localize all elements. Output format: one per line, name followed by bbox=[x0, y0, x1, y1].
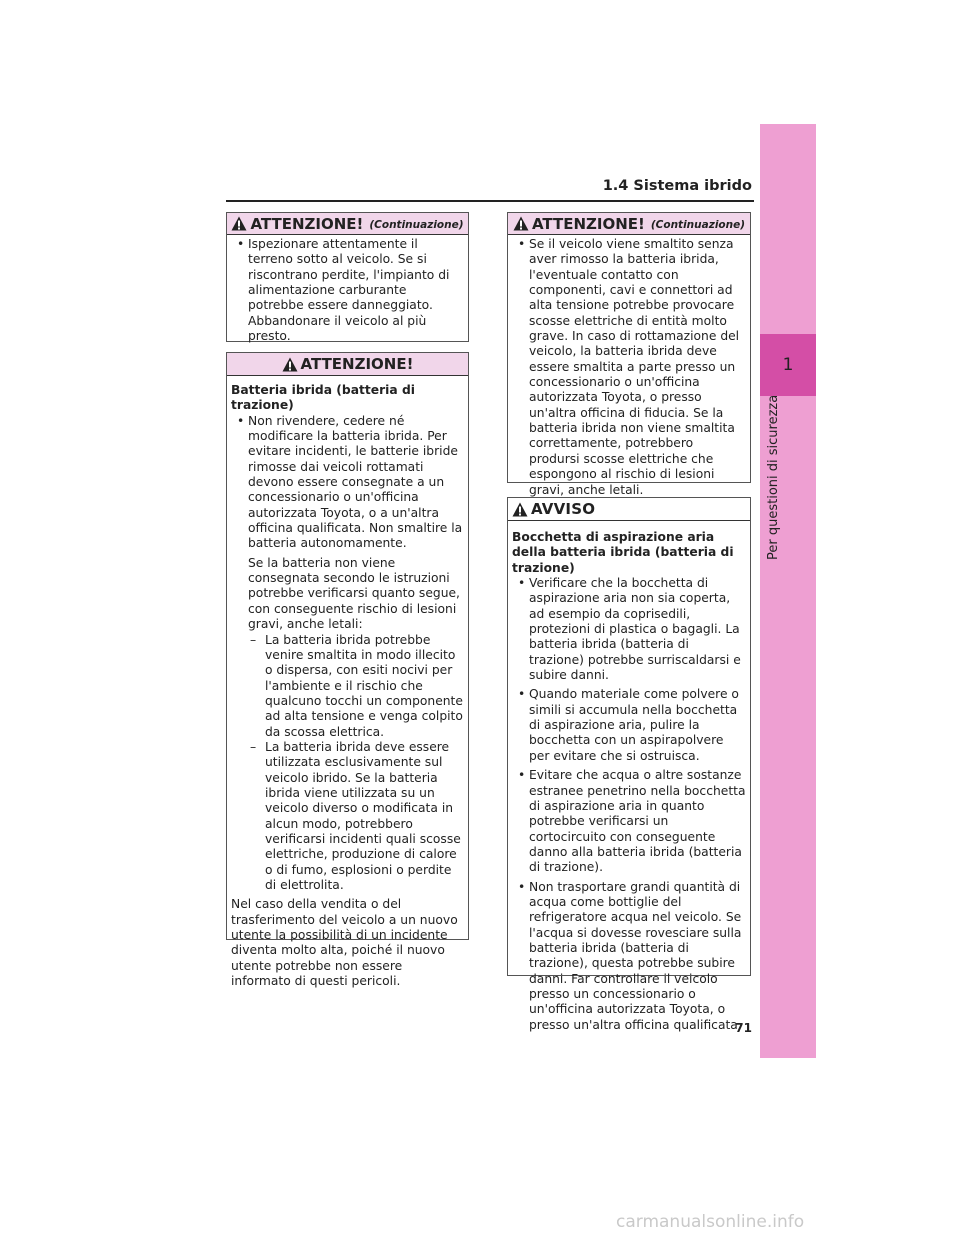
notice-heading: Bocchetta di aspirazione aria della batteria ibrida (batteria di trazione) bbox=[512, 530, 734, 575]
continuation-label: (Continuazione) bbox=[369, 219, 464, 231]
list-item: • Non rivendere, cedere né modificare la batteria ibrida. Per evitare incidenti, le batterie ibride rimosse dai veicoli rottamati devono essere consegnate a un concessionario o un'officina autorizzata Toyota, o a un'altra officina qualificata. Non smaltire la batteria autonomamente. bbox=[231, 414, 464, 552]
chapter-side-tab bbox=[760, 124, 816, 1058]
warning-box-continued-right bbox=[507, 212, 751, 497]
warning-title: ATTENZIONE! bbox=[531, 214, 645, 233]
header-rule bbox=[226, 200, 754, 202]
warning-box-body bbox=[227, 235, 468, 348]
warning-title: ATTENZIONE! bbox=[300, 355, 414, 373]
warning-box-header bbox=[227, 353, 468, 376]
watermark: carmanualsonline.info bbox=[616, 1212, 805, 1232]
notice-title: AVVISO bbox=[531, 500, 596, 518]
list-item: • Ispezionare attentamente il terreno sotto al veicolo. Se si riscontrano perdite, l'impianto di alimentazione carburante potrebbe essere danneggiato. Abbandonare il veicolo al più presto. bbox=[231, 237, 464, 344]
warning-box-body bbox=[227, 376, 468, 993]
list-item: • Se il veicolo viene smaltito senza aver rimosso la batteria ibrida, l'eventuale contatto con componenti, cavi e connettori ad alta tensione potrebbe provocare scosse elettriche di entità molto grave. In caso di rottamazione del veicolo, la batteria ibrida deve essere smaltita a parte presso un concessionario o un'officina autorizzata Toyota, o presso un'altra officina di fiducia. Se la batteria ibrida non viene smaltita correttamente, potrebbero prodursi scosse elettriche che espongono al rischio di lesioni gravi, anche letali. bbox=[512, 237, 746, 498]
list-item: • Verificare che la bocchetta di aspirazione aria non sia coperta, ad esempio da coprisedili, protezioni di plastica o bagagli. La batteria ibrida (batteria di trazione) potrebbe surriscaldarsi e subire danni. bbox=[512, 576, 746, 683]
dash-item: – La batteria ibrida potrebbe venire smaltita in modo illecito o dispersa, con esiti nocivi per l'ambiente e il rischio che qualcuno tocchi un componente ad alta tensione e venga colpito da scossa elettrica. bbox=[231, 633, 464, 740]
warning-box-continued-left bbox=[226, 212, 469, 342]
warning-heading: Batteria ibrida (batteria di trazione) bbox=[231, 383, 415, 413]
list-item: • Non trasportare grandi quantità di acqua come bottiglie del refrigeratore acqua nel veicolo. Se l'acqua si dovesse rovesciare sulla batteria ibrida (batteria di trazione), questa potrebbe subire danni. Far controllare il veicolo presso un concessionario o un'officina autorizzata Toyota, o presso un'altra officina qualificata. bbox=[512, 880, 746, 1033]
list-item: • Evitare che acqua o altre sostanze estranee penetrino nella bocchetta di aspirazione aria in quanto potrebbe verificarsi un cortocircuito con conseguente danno alla batteria ibrida (batteria di trazione). bbox=[512, 768, 746, 875]
chapter-number: 1 bbox=[760, 334, 816, 396]
warning-box-header bbox=[508, 213, 750, 235]
notice-box-header bbox=[508, 498, 750, 521]
consequence-intro: Se la batteria non viene consegnata secondo le istruzioni potrebbe verificarsi quanto segue, con conseguente rischio di lesioni gravi, anche letali: bbox=[248, 555, 460, 632]
warning-icon bbox=[231, 216, 247, 231]
chapter-label: Per questioni di sicurezza bbox=[766, 394, 781, 560]
warning-box-hybrid-battery bbox=[226, 352, 469, 989]
warning-box-body bbox=[508, 235, 750, 502]
dash-item: – La batteria ibrida deve essere utilizzata esclusivamente sul veicolo ibrido. Se la batteria ibrida viene utilizzata su un veicolo diverso o modificata in alcun modo, potrebbero verificarsi incidenti quali scosse elettriche, produzione di calore o di fumo, esplosioni o perdite di elettrolita. bbox=[231, 740, 464, 893]
section-header: 1.4 Sistema ibrido bbox=[602, 178, 752, 194]
caution-icon bbox=[512, 502, 528, 517]
warning-icon bbox=[282, 357, 298, 372]
warning-box-header bbox=[227, 213, 468, 235]
warning-icon bbox=[513, 216, 529, 231]
notice-box-body bbox=[508, 521, 750, 1037]
list-item: • Quando materiale come polvere o simili si accumula nella bocchetta di aspirazione aria, pulire la bocchetta con un aspirapolvere per evitare che si ostruisca. bbox=[512, 687, 746, 764]
closing-paragraph: Nel caso della vendita o del trasferimento del veicolo a un nuovo utente la possibilità di un incidente diventa molto alta, poiché il nuovo utente potrebbe non essere informato di questi pericoli. bbox=[231, 897, 458, 989]
page-number: 71 bbox=[735, 1021, 752, 1035]
continuation-label: (Continuazione) bbox=[650, 219, 746, 231]
warning-title: ATTENZIONE! bbox=[250, 214, 364, 233]
